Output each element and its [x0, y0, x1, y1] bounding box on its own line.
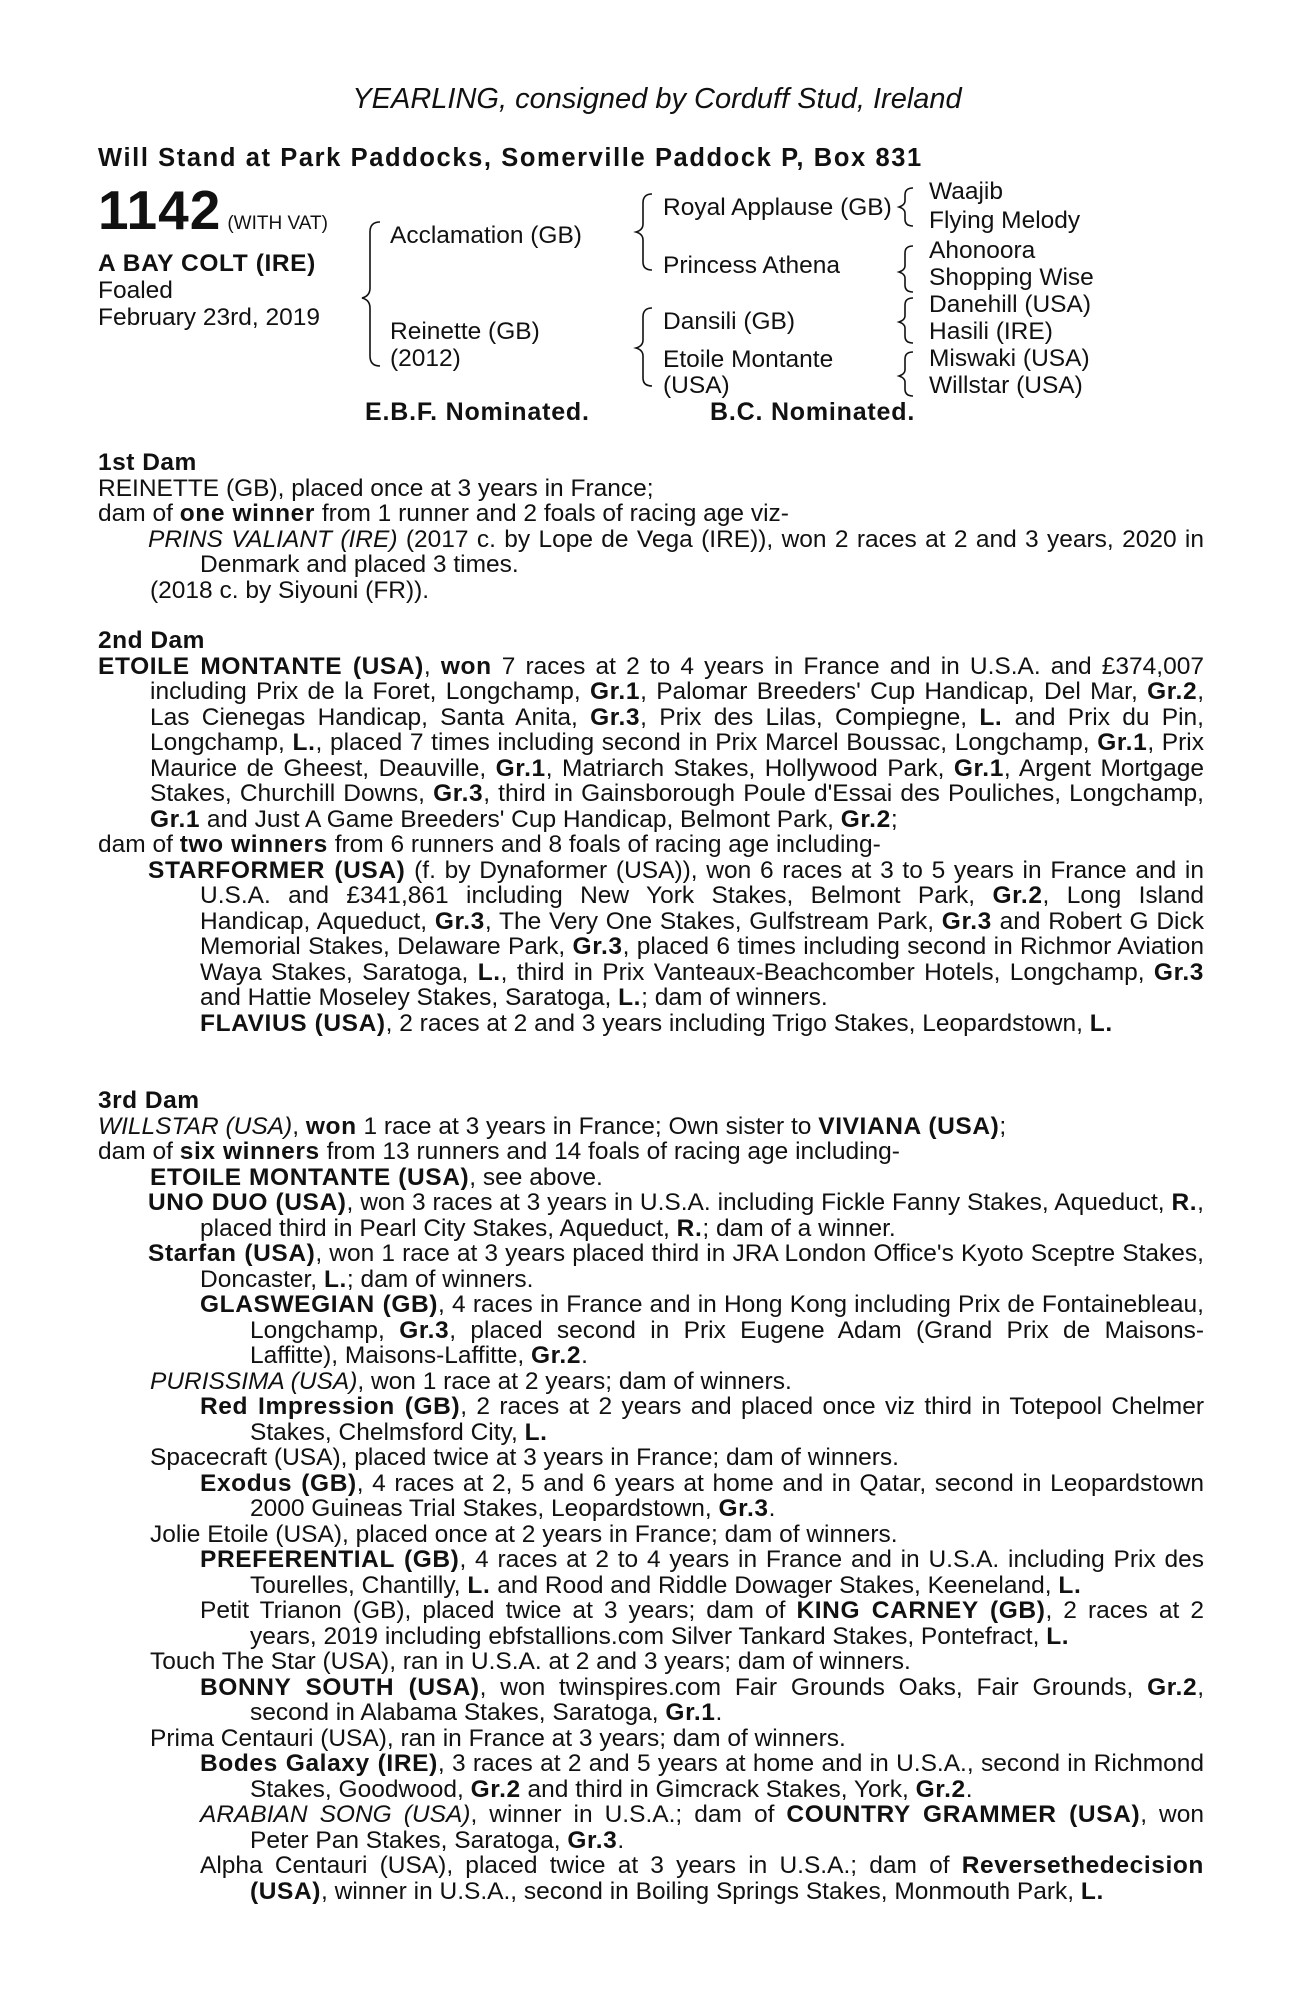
pedigree-sdd: Shopping Wise: [929, 264, 1094, 291]
third-dam-produce-summary: dam of six winners from 13 runners and 14 foals of racing age including-: [98, 1138, 900, 1165]
pedigree-dam: Reinette (GB): [390, 318, 540, 345]
produce-entry: (2018 c. by Siyouni (FR)).: [150, 576, 430, 604]
ebf-nominated: E.B.F. Nominated.: [365, 398, 590, 426]
third-dam-heading: 3rd Dam: [98, 1087, 200, 1114]
vat-note: (WITH VAT): [227, 213, 328, 234]
produce-entry: Touch The Star (USA), ran in U.S.A. at 2 and 3 years; dam of winners.: [150, 1648, 911, 1675]
produce-entry: Starfan (USA), won 1 race at 3 years placed third in JRA London Office's Kyoto Sceptre Stakes, Doncaster, L.; dam of winners.: [148, 1240, 1204, 1293]
produce-entry: PRINS VALIANT (IRE) (2017 c. by Lope de Vega (IRE)), won 2 races at 2 and 3 years, 2020 in Denmark and placed 3 times.: [148, 525, 1204, 578]
second-dam-section: [98, 628, 1204, 1036]
produce-entry: Exodus (GB), 4 races at 2, 5 and 6 years at home and in Qatar, second in Leopardstown 2000 Guineas Trial Stakes, Leopardstown, Gr.3.: [200, 1469, 1204, 1522]
produce-entry: PURISSIMA (USA), won 1 race at 2 years; dam of winners.: [150, 1367, 792, 1395]
pedigree-ssd: Flying Melody: [929, 207, 1081, 234]
pedigree-dam-sire: Dansili (GB): [663, 308, 796, 335]
stand-location: Will Stand at Park Paddocks, Somerville Paddock P, Box 831: [98, 144, 923, 172]
consignor-header: YEARLING, consigned by Corduff Stud, Ireland: [352, 83, 962, 115]
produce-entry: STARFORMER (USA) (f. by Dynaformer (USA)), won 6 races at 3 to 5 years in France and in U.S.A. and £341,861 including New York Stakes, Belmont Park, Gr.2, Long Island Handicap, Aqueduct, Gr.3, The Very One Stakes, Gulfstream Park, Gr.3 and Robert G Dick Memorial Stakes, Delaware Park, Gr.3, placed 6 times including second in Richmor Aviation Waya Stakes, Saratoga, L., third in Prix Vanteaux-Beachcomber Hotels, Longchamp, Gr.3 and Hattie Moseley Stakes, Saratoga, L.; dam of winners.: [148, 856, 1204, 1011]
pedigree-sire-dam: Princess Athena: [663, 252, 841, 279]
first-dam-section: [98, 450, 1204, 603]
produce-entry: Jolie Etoile (USA), placed once at 2 years in France; dam of winners.: [150, 1520, 898, 1548]
produce-entry: GLASWEGIAN (GB), 4 races in France and in Hong Kong including Prix de Fontainebleau, Longchamp, Gr.3, placed second in Prix Eugene Adam (Grand Prix de Maisons-Laffitte), Maisons-Laffitte, Gr.2.: [200, 1291, 1205, 1369]
produce-entry: UNO DUO (USA), won 3 races at 3 years in U.S.A. including Fickle Fanny Stakes, Aqueduct, R., placed third in Pearl City Stakes, Aqueduct, R.; dam of a winner.: [148, 1189, 1204, 1242]
second-dam-heading: 2nd Dam: [98, 627, 205, 654]
foaled-label: Foaled: [98, 277, 173, 304]
second-dam-record: ETOILE MONTANTE (USA), won 7 races at 2 to 4 years in France and in U.S.A. and £374,007 including Prix de la Foret, Longchamp, Gr.1, Palomar Breeders' Cup Handicap, Del Mar, Gr.2, Las Cienegas Handicap, Santa Anita, Gr.3, Prix des Lilas, Compiegne, L. and Prix du Pin, Longchamp, L., placed 7 times including second in Prix Marcel Boussac, Longchamp, Gr.1, Prix Maurice de Gheest, Deauville, Gr.1, Matriarch Stakes, Hollywood Park, Gr.1, Argent Mortgage Stakes, Churchill Downs, Gr.3, third in Gainsborough Poule d'Essai des Pouliches, Longchamp, Gr.1 and Just A Game Breeders' Cup Handicap, Belmont Park, Gr.2;: [98, 652, 1204, 833]
produce-entry: Spacecraft (USA), placed twice at 3 years in France; dam of winners.: [150, 1444, 899, 1471]
pedigree-sire: Acclamation (GB): [390, 222, 582, 249]
pedigree-dam-dam-country: (USA): [663, 372, 730, 399]
pedigree-dds: Miswaki (USA): [929, 345, 1090, 372]
bc-nominated: B.C. Nominated.: [710, 398, 916, 426]
produce-entry: ETOILE MONTANTE (USA), see above.: [150, 1163, 603, 1191]
produce-entry: PREFERENTIAL (GB), 4 races at 2 to 4 years in France and in U.S.A. including Prix des Tourelles, Chantilly, L. and Rood and Riddle Dowager Stakes, Keeneland, L.: [200, 1546, 1204, 1599]
lot-number: 1142: [98, 179, 222, 241]
pedigree-braces: [0, 0, 1314, 420]
produce-entry: Petit Trianon (GB), placed twice at 3 years; dam of KING CARNEY (GB), 2 races at 2 years, 2019 including ebfstallions.com Silver Tankard Stakes, Pontefract, L.: [200, 1597, 1204, 1650]
produce-entry: FLAVIUS (USA), 2 races at 2 and 3 years including Trigo Stakes, Leopardstown, L.: [200, 1009, 1113, 1037]
horse-name: A BAY COLT (IRE): [98, 250, 316, 277]
produce-entry: Alpha Centauri (USA), placed twice at 3 years in U.S.A.; dam of Reversethedecision (USA), winner in U.S.A., second in Boiling Springs Stakes, Monmouth Park, L.: [200, 1852, 1204, 1905]
pedigree-dam-year: (2012): [390, 345, 461, 372]
produce-entry: Bodes Galaxy (IRE), 3 races at 2 and 5 years at home and in U.S.A., second in Richmond Stakes, Goodwood, Gr.2 and third in Gimcrack Stakes, York, Gr.2.: [200, 1750, 1204, 1803]
third-dam-record: WILLSTAR (USA), won 1 race at 3 years in France; Own sister to VIVIANA (USA);: [98, 1112, 1007, 1140]
produce-entry: BONNY SOUTH (USA), won twinspires.com Fair Grounds Oaks, Fair Grounds, Gr.2, second in Alabama Stakes, Saratoga, Gr.1.: [200, 1673, 1204, 1726]
pedigree-ddd: Willstar (USA): [929, 372, 1083, 399]
pedigree-sss: Waajib: [929, 178, 1003, 205]
first-dam-heading: 1st Dam: [98, 449, 197, 476]
pedigree-dss: Danehill (USA): [929, 291, 1092, 318]
pedigree-dam-dam: Etoile Montante: [663, 346, 834, 373]
produce-entry: Red Impression (GB), 2 races at 2 years and placed once viz third in Totepool Chelmer Stakes, Chelmsford City, L.: [200, 1393, 1204, 1446]
first-dam-record: REINETTE (GB), placed once at 3 years in France;: [98, 474, 654, 502]
pedigree-sds: Ahonoora: [929, 237, 1036, 264]
foaled-date: February 23rd, 2019: [98, 304, 320, 331]
pedigree-dsd: Hasili (IRE): [929, 318, 1053, 345]
third-dam-section: [98, 1088, 1204, 1904]
pedigree-sire-sire: Royal Applause (GB): [663, 194, 892, 221]
second-dam-produce-summary: dam of two winners from 6 runners and 8 foals of racing age including-: [98, 831, 881, 858]
produce-entry: ARABIAN SONG (USA), winner in U.S.A.; dam of COUNTRY GRAMMER (USA), won Peter Pan Stakes, Saratoga, Gr.3.: [200, 1801, 1205, 1854]
first-dam-produce-summary: dam of one winner from 1 runner and 2 foals of racing age viz-: [98, 500, 789, 527]
produce-entry: Prima Centauri (USA), ran in France at 3 years; dam of winners.: [150, 1724, 846, 1752]
